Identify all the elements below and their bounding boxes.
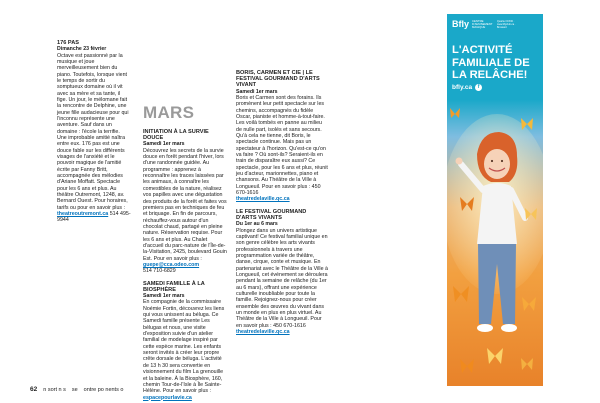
event-body: Découvrez les secrets de la survie douce en forêt pendant l'hiver, lors d'une randonnée guidée. Au programme : apprenez à reconnaître les traces laissées par les animaux, à connaître les comestibles de la nature, réalisez vos papilles avec une dégustation des produits de la forêt et faites vos premiers pas en techniques de feu et briquage. En fin de parcours, réchauffez-vous autour d'un chocolat chaud, partagé en pleine nature. Réservation requise. Pour les 6 ans et plus. Au Chalet d'accueil du parc-nature de l'Île-de-la-Visitation, 2425, boulevard Gouin Est. Pour en savoir plus : — [143, 147, 227, 262]
ad-website[interactable] — [452, 84, 482, 91]
butterfly-icon — [521, 118, 533, 130]
footer-text: ontre po nents o — [83, 386, 124, 393]
butterfly-icon — [460, 359, 474, 373]
bfly-advertisement[interactable] — [447, 14, 543, 386]
event-body: Boris et Carmen sont des forains. Ils promènent leur petit spectacle sur les chemins, accompagnés du fidèle Oscar, pianiste et homme-à-tout-faire. Les voilà tombés en panne au milieu de nulle part, isolés et sans secours. Qu'à cela ne tienne, dit Boris, le spectacle continue. Mais pas un spectateur à l'horizon. Qu'est-ce qu'on va faire ? Où sont-ils? Seraient-ils en train de disparaître eux aussi? Ce spectacle, pour les 6 ans et plus, réunit jeu d'acteur, marionnettes, piano et chansons. Au Théâtre de la Ville à Longueuil. Pour en savoir plus : 450 670-1616 — [236, 94, 328, 197]
event-link[interactable]: theatreoutremont.ca — [57, 211, 109, 218]
column-1 — [57, 40, 131, 224]
event-phone: 514 495-9944 — [57, 211, 131, 224]
page-footer — [30, 386, 123, 393]
event-date: Samedi 1er mars — [143, 141, 185, 148]
ad-address: Quartier DIX30 · www.bflyclub.ca · Brossard — [497, 20, 516, 29]
footer-text: n sort n s — [43, 386, 66, 393]
shoe — [501, 324, 517, 332]
ad-website-label: bfly.ca — [452, 84, 473, 91]
event-date: Dimanche 23 février — [57, 46, 107, 53]
event-title: BORIS, CARMEN ET CIE | LE FESTIVAL GOURMAND D'ARTS VIVANT — [236, 70, 320, 89]
event-date: Samedi 1er mars — [143, 293, 185, 300]
footer-text: se — [71, 386, 78, 393]
event-link[interactable]: theatredelaville.qc.ca — [236, 196, 290, 203]
ad-subtitle: CENTRE D'AMUSEMENT MAGIQUE — [472, 19, 493, 30]
event-date: Du 1er au 6 mars — [236, 221, 278, 228]
butterfly-icon — [521, 358, 533, 370]
event-title: INITIATION À LA SURVIE DOUCE — [143, 129, 209, 142]
ad-header — [452, 20, 525, 30]
butterfly-icon — [487, 348, 503, 364]
girl-face — [484, 149, 510, 179]
event-title: 176 PAS — [57, 40, 79, 46]
butterfly-icon — [450, 108, 460, 118]
event-link[interactable]: espacepourlavie.ca — [143, 394, 192, 401]
event-body: Octave est passionné par la musique et joue merveilleusement bien du piano. Toutefois, lorsque vient le temps de sortir du somptueux domaine où il vit avec sa mère et sa tante, il fige. Un jour, le mélomane fait la rencontre de Delphine, une jeune fille audacieuse pour qui l'inconnu représente une aventure. Sauf dans un domaine : l'école la terrifie. Une improbable amitié naîtra entre eux. 176 pas est une douce fable sur les différents visages de l'anxiété et le pouvoir magique de l'amitié écrite par Fanny Britt, accompagnée des mélodies d'Ariane Moffatt. Spectacle pour les 6 ans et plus. Au théâtre Outremont, 1248, av. Bernard Ouest. Pour horaires, tarifs ou pour en savoir plus : theatreoutremont.ca 514 495-9944 — [57, 52, 131, 224]
column-3 — [236, 70, 328, 335]
event-title: SAMEDI FAMILLE À LA BIOSPHÈRE — [143, 280, 205, 293]
event-link[interactable]: guepe@cca.odeo.com — [143, 261, 200, 268]
girl-with-butterflies-illustration — [447, 94, 543, 386]
event-phone: 514 710-6829 — [143, 268, 176, 275]
ad-headline: L'ACTIVITÉ FAMILIALE DE LA RELÂCHE! — [452, 44, 530, 81]
month-heading: MARS — [143, 103, 195, 122]
event-body: Plongez dans un univers artistique captivant! Ce festival familial unique en son genre célèbre les arts vivants professionnels à travers une programmation variée de théâtre, danse, cirque, conte et musique. En partenariat avec le Théâtre de la Ville à Longueuil, cet événement se déroulera pendant la semaine de relâche (du 1er au 6 mars), offrant une expérience culturelle inoubliable pour toute la famille. Rejoignez-nous pour créer ensemble des œuvres du vivant dans un monde en plus en plus virtuel. Au Théâtre de la Ville à Longueuil. Pour en savoir plus : 450 670-1616 — [236, 227, 328, 329]
shoe — [477, 324, 493, 332]
event-link[interactable]: theatredelaville.qc.ca — [236, 329, 290, 336]
column-2 — [143, 40, 228, 401]
event-body: En compagnie de la commissaire Noémie Fortin, découvrez les liens qui vous unissent au béluga. Ce Samedi famille présente Les bélugas et nous, une visite d'exposition suivie d'un atelier familial de modelage inspiré par cette espèce marine. Les enfants seront invités à créer leur propre crête dorsale de béluga. L'activité de 13 h 30 sera convertie en visionnement du film La grenouille et la baleine. À la Biosphère, 160, chemin Tour-de-l'Isle à Île Sainte-Hélène. Pour en savoir plus : — [143, 299, 225, 395]
event-date: Samedi 1er mars — [236, 88, 278, 95]
event-title: LE FESTIVAL GOURMAND D'ARTS VIVANTS — [236, 208, 307, 221]
facebook-icon: f — [475, 84, 482, 91]
butterfly-icon — [522, 297, 536, 311]
butterfly-icon — [453, 286, 469, 302]
bfly-logo: Bfly — [452, 19, 470, 29]
page-number: 62 — [30, 386, 38, 393]
